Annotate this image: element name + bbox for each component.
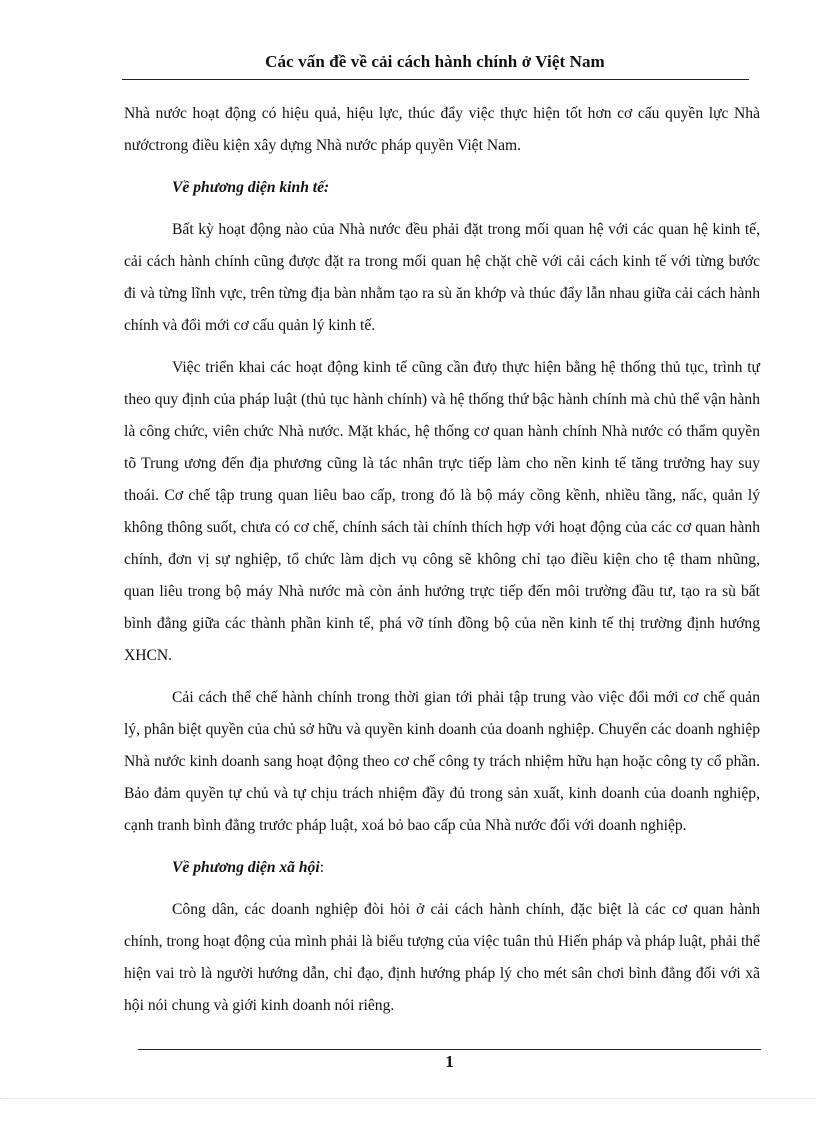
page-number: 1	[445, 1052, 454, 1071]
paragraph-intro: Nhà nước hoạt động có hiệu quả, hiệu lực, thúc đẩy việc thực hiện tốt hơn cơ cấu quyền lực Nhà nướctrong điều kiện xây dựng Nhà nước pháp quyền Việt Nam.	[124, 105, 760, 154]
paragraph-economic-2: Việc triển khai các hoạt động kinh tế cũng cần đưọ thực hiện bằng hệ thống thủ tục, trình tự theo quy định của pháp luật (thủ tục hành chính) và hệ thống thứ bậc hành chính mà chủ thể vận hành là công chức, viên chức Nhà nước. Mặt khác, hệ thống cơ quan hành chính Nhà nước có thẩm quyền tõ Trung ương đến địa phương cũng là tác nhân trực tiếp làm cho nền kinh tế tăng trưởng hay suy thoái. Cơ chế tập trung quan liêu bao cấp, trong đó là bộ máy cồng kềnh, nhiều tầng, nấc, quản lý không thông suốt, chưa có cơ chế, chính sách tài chính thích hợp với hoạt động của các cơ quan hành chính, đơn vị sự nghiệp, tổ chức làm dịch vụ công sẽ không chỉ tạo điều kiện cho tệ tham nhũng, quan liêu trong bộ máy Nhà nước mà còn ảnh hưởng trực tiếp đến môi trường đầu tư, tạo ra sù bất bình đẳng giữa các thành phần kinh tế, phá vỡ tính đồng bộ của nền kinh tế thị trường định hướng XHCN.	[124, 359, 760, 664]
header-divider	[122, 79, 749, 80]
page-bottom-border	[0, 1098, 816, 1099]
section-heading-social-text: Về phương diện xã hội	[172, 859, 320, 876]
paragraph-economic-1: Bất kỳ hoạt động nào của Nhà nước đều phải đặt trong mối quan hệ với các quan hệ kinh tế, cải cách hành chính cũng được đặt ra trong mối quan hệ chặt chẽ với cải cách kinh tế với từng bước đi và từng lĩnh vực, trên từng địa bàn nhằm tạo ra sù ăn khớp và thúc đẩy lẫn nhau giữa cải cách hành chính và đổi mới cơ cấu quản lý kinh tế.	[124, 221, 760, 334]
document-body	[124, 98, 760, 1032]
section-heading-economic-text: Về phương diện kinh tế:	[172, 179, 330, 196]
page-header-title: Các vấn đề về cải cách hành chính ở Việt Nam	[265, 52, 605, 71]
paragraph-social-1: Công dân, các doanh nghiệp đòi hỏi ở cải cách hành chính, đặc biệt là các cơ quan hành chính, trong hoạt động của mình phải là biểu tượng của việc tuân thủ Hiến pháp và pháp luật, phải thể hiện vai trò là người hướng dẫn, chỉ đạo, định hướng pháp lý cho mét sân chơi bình đẳng đối với xã hội nói chung và giới kinh doanh nói riêng.	[124, 901, 760, 1014]
footer-divider	[138, 1049, 761, 1050]
paragraph-economic-3: Cải cách thể chế hành chính trong thời gian tới phải tập trung vào việc đổi mới cơ chế quản lý, phân biệt quyền của chủ sở hữu và quyền kinh doanh của doanh nghiệp. Chuyển các doanh nghiệp Nhà nước kinh doanh sang hoạt động theo cơ chế công ty trách nhiệm hữu hạn hoặc công ty cổ phần. Bảo đảm quyền tự chủ và tự chịu trách nhiệm đầy đủ trong sản xuất, kinh doanh của doanh nghiệp, cạnh tranh bình đẳng trước pháp luật, xoá bỏ bao cấp của Nhà nước đối với doanh nghiệp.	[124, 689, 760, 834]
section-heading-social	[124, 852, 760, 884]
section-heading-economic	[124, 172, 760, 204]
section-heading-social-colon: :	[319, 859, 325, 876]
